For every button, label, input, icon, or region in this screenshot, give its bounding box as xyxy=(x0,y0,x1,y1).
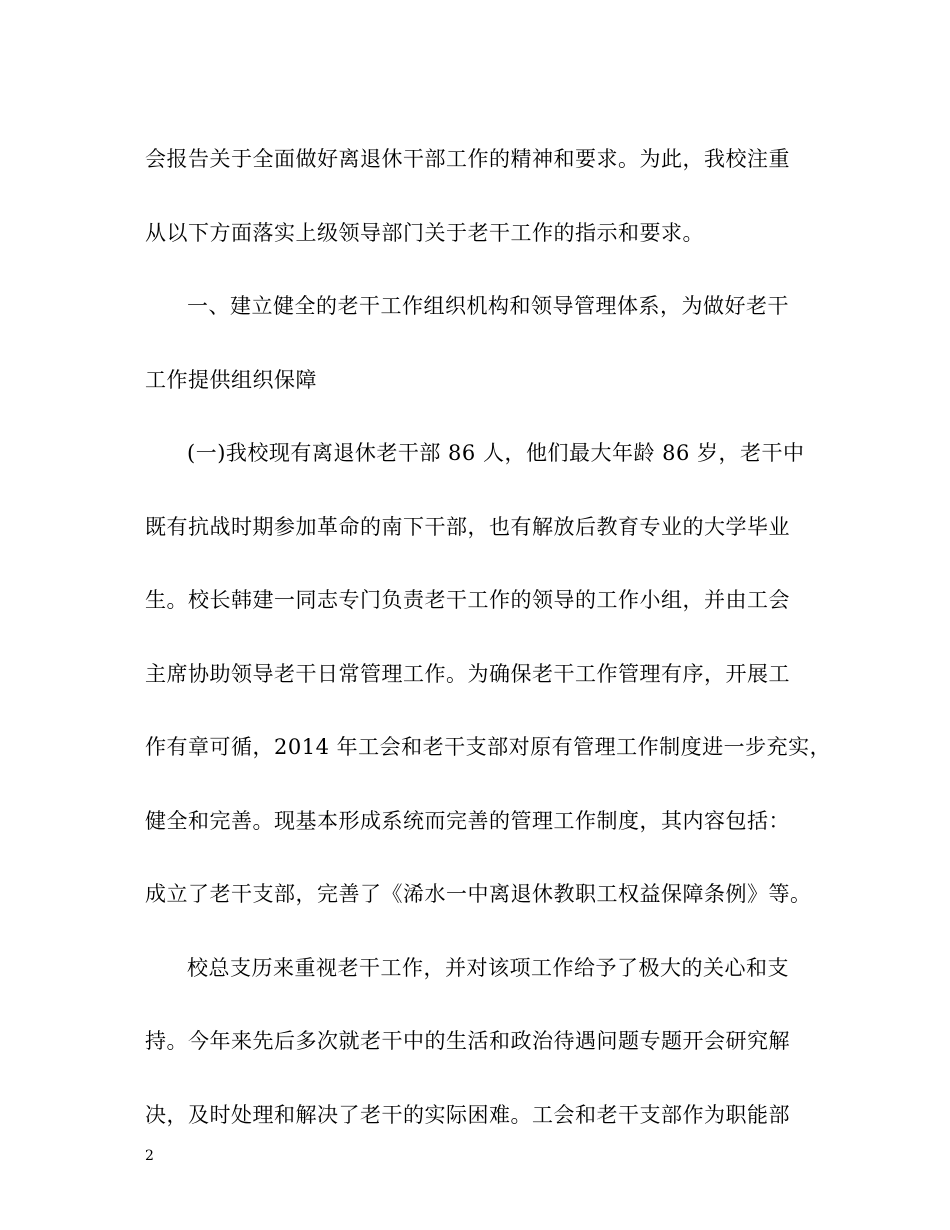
text-line: 校总支历来重视老干工作，并对该项工作给予了极大的关心和支 xyxy=(187,955,789,980)
text-line: 生。校长韩建一同志专门负责老干工作的领导的工作小组，并由工会 xyxy=(145,588,790,612)
text-line: 既有抗战时期参加革命的南下干部，也有解放后教育专业的大学毕业 xyxy=(145,514,790,539)
text-line: 从以下方面落实上级领导部门关于老干工作的指示和要求。 xyxy=(145,220,704,245)
section-heading-line: 工作提供组织保障 xyxy=(145,367,317,392)
text-line: (一)我校现有离退休老干部 86 人，他们最大年龄 86 岁，老干中 xyxy=(187,441,805,465)
body-text xyxy=(145,140,832,1169)
text-line: 决，及时处理和解决了老干的实际困难。工会和老干支部作为职能部 xyxy=(145,1102,790,1127)
text-line: 作有章可循，2014 年工会和老干支部对原有管理工作制度进一步充实， xyxy=(145,735,832,759)
text-line: 成立了老干支部，完善了《浠水一中离退休教职工权益保障条例》等。 xyxy=(145,882,812,906)
section-heading-line: 一、建立健全的老干工作组织机构和领导管理体系，为做好老干 xyxy=(187,294,789,318)
text-line: 主席协助领导老干日常管理工作。为确保老干工作管理有序，开展工 xyxy=(145,661,790,686)
text-line: 会报告关于全面做好离退休干部工作的精神和要求。为此，我校注重 xyxy=(145,147,790,171)
text-line: 健全和完善。现基本形成系统而完善的管理工作制度，其内容包括： xyxy=(145,808,790,833)
page-number: 2 xyxy=(145,1148,154,1164)
text-line: 持。今年来先后多次就老干中的生活和政治待遇问题专题开会研究解 xyxy=(145,1029,790,1053)
